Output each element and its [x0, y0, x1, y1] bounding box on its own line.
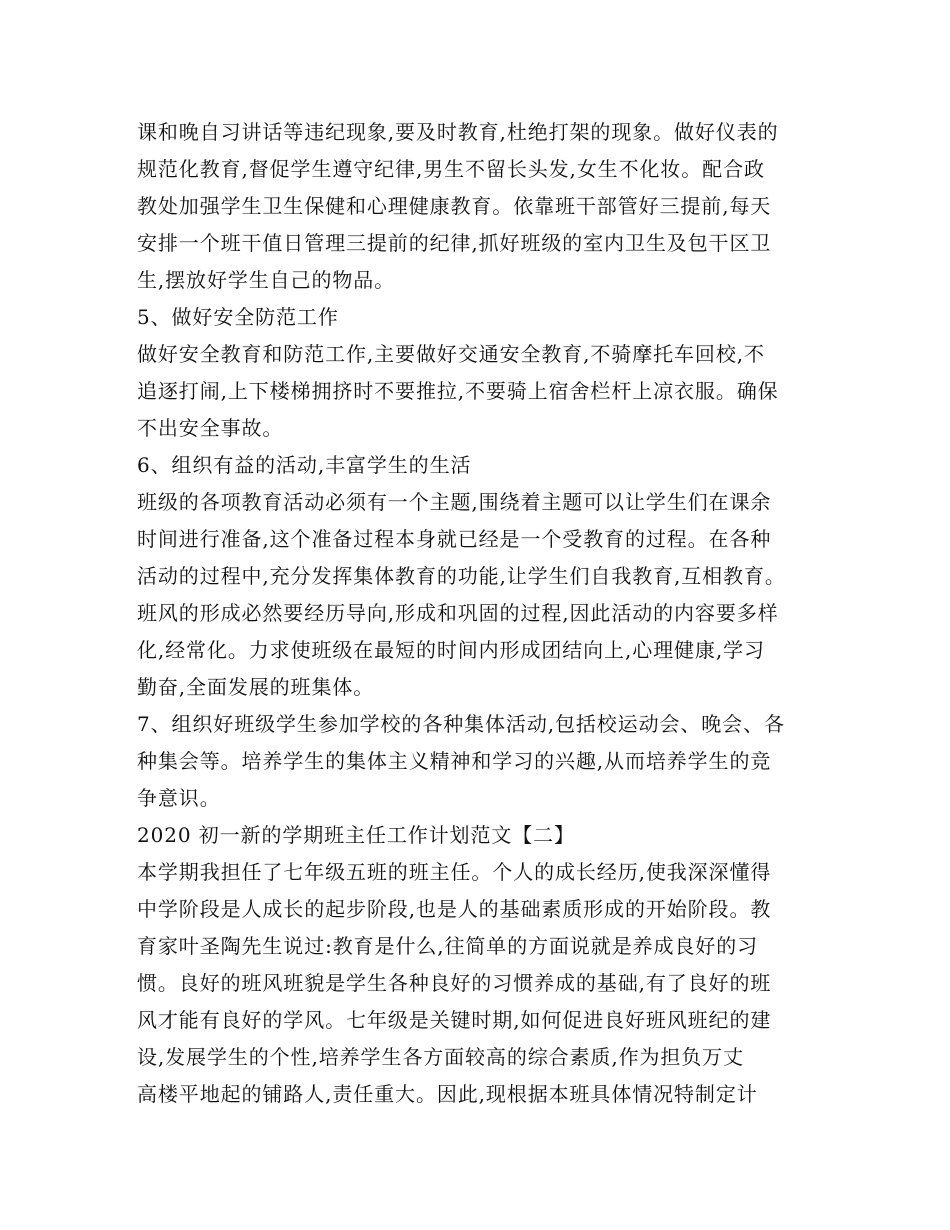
paragraph-line: 惯。良好的班风班貌是学生各种良好的习惯养成的基础,有了良好的班 — [137, 971, 772, 995]
section-heading: 6、组织有益的活动,丰富学生的生活 — [137, 453, 472, 477]
paragraph-line: 课和晚自习讲话等违纪现象,要及时教育,杜绝打架的现象。做好仪表的 — [137, 120, 779, 144]
paragraph-line: 不出安全事故。 — [137, 416, 284, 440]
paragraph-line: 争意识。 — [137, 786, 221, 810]
paragraph-line: 做好安全教育和防范工作,主要做好交通安全教育,不骑摩托车回校,不 — [137, 342, 765, 366]
paragraph-line: 时间进行准备,这个准备过程本身就已经是一个受教育的过程。在各种 — [137, 527, 772, 551]
paragraph-line: 规范化教育,督促学生遵守纪律,男生不留长头发,女生不化妆。配合政 — [137, 157, 765, 181]
paragraph-line: 勤奋,全面发展的班集体。 — [137, 675, 375, 699]
section-heading: 5、做好安全防范工作 — [137, 305, 339, 329]
paragraph-line: 安排一个班干值日管理三提前的纪律,抓好班级的室内卫生及包干区卫 — [137, 231, 772, 255]
paragraph-line: 设,发展学生的个性,培养学生各方面较高的综合素质,作为担负万丈 — [137, 1045, 744, 1069]
paragraph-line: 本学期我担任了七年级五班的班主任。个人的成长经历,使我深深懂得 — [137, 860, 772, 884]
paragraph-line: 班风的形成必然要经历导向,形成和巩固的过程,因此活动的内容要多样 — [137, 601, 779, 625]
paragraph-line: 高楼平地起的铺路人,责任重大。因此,现根据本班具体情况特制定计 — [137, 1082, 758, 1106]
paragraph-line: 活动的过程中,充分发挥集体教育的功能,让学生们自我教育,互相教育。 — [137, 564, 786, 588]
paragraph-line: 化,经常化。力求使班级在最短的时间内形成团结向上,心理健康,学习 — [137, 638, 765, 662]
paragraph-line: 教处加强学生卫生保健和心理健康教育。依靠班干部管好三提前,每天 — [137, 194, 772, 218]
article-title: 2020 初一新的学期班主任工作计划范文【二】 — [137, 823, 575, 847]
paragraph-line: 育家叶圣陶先生说过:教育是什么,往简单的方面说就是养成良好的习 — [137, 934, 758, 958]
paragraph-line: 班级的各项教育活动必须有一个主题,围绕着主题可以让学生们在课余 — [137, 490, 772, 514]
paragraph-line: 追逐打闹,上下楼梯拥挤时不要推拉,不要骑上宿舍栏杆上凉衣服。确保 — [137, 379, 779, 403]
section-heading: 7、组织好班级学生参加学校的各种集体活动,包括校运动会、晚会、各 — [137, 712, 785, 736]
paragraph-line: 风才能有良好的学风。七年级是关键时期,如何促进良好班风班纪的建 — [137, 1008, 772, 1032]
paragraph-line: 中学阶段是人成长的起步阶段,也是人的基础素质形成的开始阶段。教 — [137, 897, 772, 921]
paragraph-line: 生,摆放好学生自己的物品。 — [137, 268, 396, 292]
document-body — [137, 114, 837, 1113]
paragraph-line: 种集会等。培养学生的集体主义精神和学习的兴趣,从而培养学生的竞 — [137, 749, 772, 773]
